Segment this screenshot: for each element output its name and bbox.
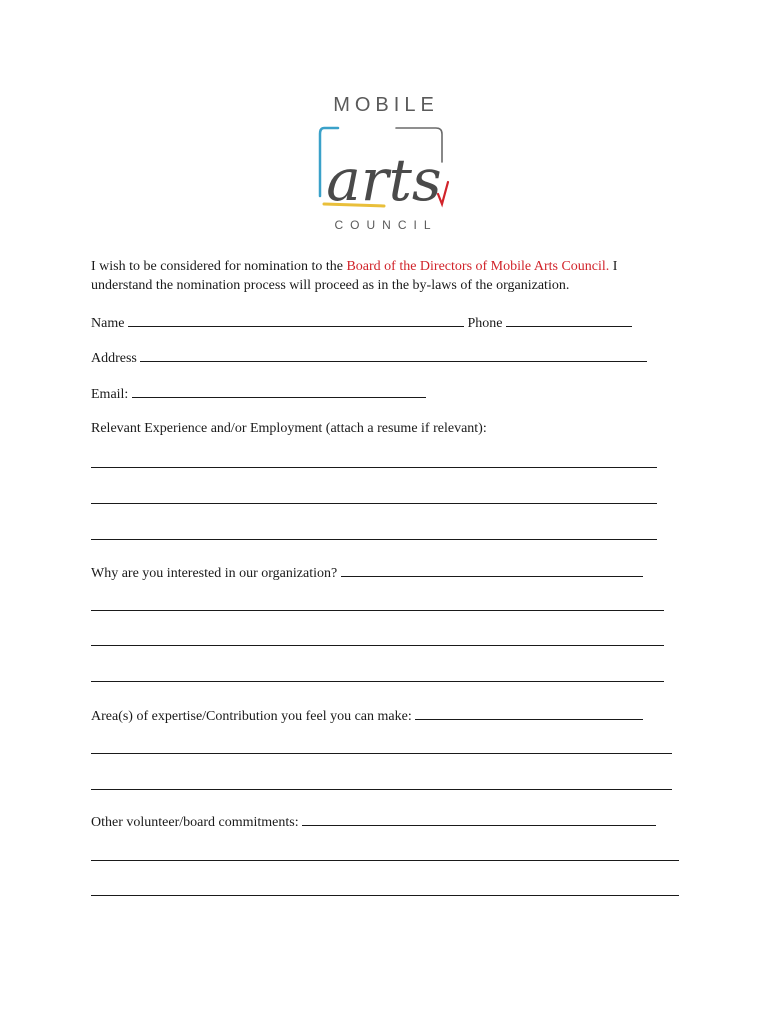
interest-row	[91, 562, 643, 584]
address-label: Address	[91, 351, 137, 366]
intro-line-1: I wish to be considered for nomination to the Board of the Directors of Mobile Arts Council. I	[91, 259, 618, 274]
commitments-line-1[interactable]	[91, 860, 679, 861]
email-field[interactable]	[132, 383, 426, 398]
interest-field[interactable]	[341, 562, 643, 577]
commitments-row	[91, 811, 656, 833]
mobile-arts-council-logo	[318, 94, 454, 240]
experience-line-2[interactable]	[91, 503, 657, 504]
interest-line-3[interactable]	[91, 681, 664, 682]
email-label: Email:	[91, 387, 129, 402]
board-name-highlight: Board of the Directors of Mobile Arts Council.	[346, 259, 610, 274]
logo-arts-mark	[318, 118, 454, 218]
commitments-line-2[interactable]	[91, 895, 679, 896]
expertise-line-2[interactable]	[91, 789, 672, 790]
phone-field[interactable]	[506, 312, 632, 327]
experience-line-3[interactable]	[91, 539, 657, 540]
interest-line-1[interactable]	[91, 610, 664, 611]
email-row	[91, 383, 426, 405]
expertise-line-1[interactable]	[91, 753, 672, 754]
interest-label: Why are you interested in our organization?	[91, 566, 338, 581]
commitments-field[interactable]	[302, 811, 656, 826]
intro-line-2: understand the nomination process will proceed as in the by-laws of the organization.	[91, 278, 570, 293]
experience-label: Relevant Experience and/or Employment (attach a resume if relevant):	[91, 421, 487, 436]
expertise-field[interactable]	[415, 705, 643, 720]
name-phone-row	[91, 312, 632, 334]
address-field[interactable]	[140, 347, 647, 362]
expertise-row	[91, 705, 643, 727]
commitments-label: Other volunteer/board commitments:	[91, 815, 299, 830]
expertise-label: Area(s) of expertise/Contribution you feel you can make:	[91, 709, 412, 724]
logo-mobile-text: MOBILE	[333, 94, 439, 116]
svg-text:arts: arts	[326, 146, 442, 214]
experience-line-1[interactable]	[91, 467, 657, 468]
logo-council-text: COUNCIL	[334, 218, 438, 232]
interest-line-2[interactable]	[91, 645, 664, 646]
name-label: Name	[91, 316, 125, 331]
address-row	[91, 347, 647, 369]
phone-label: Phone	[467, 316, 503, 331]
name-field[interactable]	[128, 312, 464, 327]
